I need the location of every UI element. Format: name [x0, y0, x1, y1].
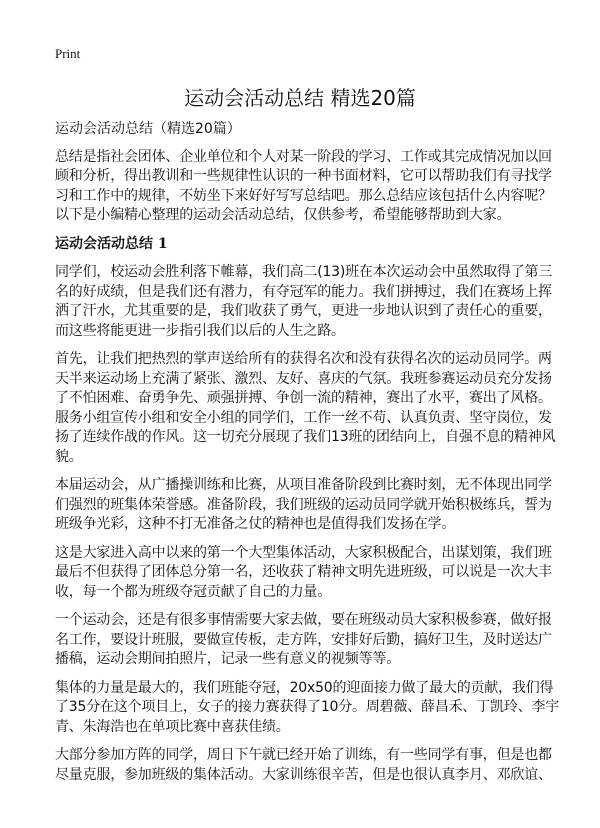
body-paragraph: [55, 746, 555, 785]
text-line: 收，每一个都为班级夺冠贡献了自己的力量。: [55, 583, 331, 600]
text-line: 服务小组宣传小组和安全小组的同学们，工作一丝不苟、认真负责、坚守岗位，发: [55, 409, 552, 426]
print-link[interactable]: Print: [55, 46, 81, 61]
text-line: 顾和分析，得出教训和一些规律性认识的一种书面材料，它可以帮助我们有寻找学: [55, 168, 552, 184]
text-line: 班级争光彩，这种不打无准备之仗的精神也是值得我们发扬在学。: [55, 516, 456, 532]
document-body: [55, 120, 560, 794]
text-line: 名的好成绩，但是我们还有潜力，有夺冠军的能力。我们拼搏过，我们在赛场上挥: [55, 283, 552, 300]
text-line: 以下是小编精心整理的运动会活动总结，仅供参考，希望能够帮助到大家。: [55, 207, 511, 223]
text-line: 了35分在这个项目上，女子的接力赛获得了10分。周碧薇、薛昌禾、丁凯玲、李宇: [55, 699, 560, 715]
body-paragraph: [55, 263, 555, 341]
body-paragraph: [55, 611, 555, 670]
body-paragraph: [55, 544, 555, 603]
text-line: 貌。: [55, 448, 83, 465]
text-line: 尽量克服，参加班级的集体活动。大家训练很辛苦，但是也很认真李月、邓欣谊、: [55, 766, 552, 783]
body-paragraph: [55, 350, 555, 467]
text-line: 播稿，运动会期间拍照片，记录一些有意义的视频等等。: [55, 651, 400, 667]
text-line: 习和工作中的规律，不妨坐下来好好写写总结吧。那么总结应该包括什么内容呢？: [55, 187, 552, 204]
document-title: 运动会活动总结 精选20篇: [184, 86, 416, 110]
text-line: 总结是指社会团体、企业单位和个人对某一阶段的学习、工作或其完成情况加以回: [55, 148, 552, 165]
text-line: 了不怕困难、奋勇争先、顽强拼搏、争创一流的精神，赛出了水平，赛出了风格。: [55, 390, 552, 406]
text-line: 同学们，校运动会胜利落下帷幕，我们高二(13)班在本次运动会中虽然取得了第三: [55, 264, 553, 280]
text-line: 青、朱海浩也在单项比赛中喜获佳绩。: [55, 718, 290, 735]
text-line: 扬了连续作战的作风。这一切充分展现了我们13班的团结向上，自强不息的精神风: [55, 429, 556, 445]
text-line: 名工作，要设计班服，要做宣传板，走方阵，安排好后勤，搞好卫生，及时送达广: [55, 631, 552, 648]
text-line: 本届运动会，从广播操训练和比赛，从项目准备阶段到比赛时刻，无不体现出同学: [55, 477, 552, 493]
intro-paragraph: [55, 148, 555, 226]
text-line: 天半来运动场上充满了紧张、激烈、友好、喜庆的气氛。我班参赛运动员充分发扬: [55, 370, 552, 387]
text-line: 而这些将能更进一步指引我们以后的人生之路。: [55, 322, 345, 339]
text-line: 首先，让我们把热烈的掌声送给所有的获得名次和没有获得名次的运动员同学。两: [55, 351, 552, 367]
text-line: 最后不但获得了团体总分第一名，还收获了精神文明先进班级，可以说是一次大丰: [55, 564, 552, 580]
body-paragraph: [55, 476, 555, 535]
document-subtitle: 运动会活动总结（精选20篇）: [55, 121, 241, 137]
text-line: 集体的力量是最大的，我们班能夺冠，20x50的迎面接力做了最大的贡献，我们得: [55, 679, 554, 696]
text-line: 们强烈的班集体荣誉感。准备阶段，我们班级的运动员同学就开始积极练兵，誓为: [55, 496, 552, 513]
text-line: 一个运动会，还是有很多事情需要大家去做，要在班级动员大家积极参赛，做好报: [55, 612, 552, 628]
text-line: 洒了汗水，尤其重要的是，我们收获了勇气，更进一步地认识到了责任心的重要，: [55, 303, 552, 319]
text-line: 这是大家进入高中以来的第一个大型集体活动，大家积极配合，出谋划策，我们班: [55, 544, 552, 561]
section-paragraphs: [55, 263, 560, 785]
text-line: 大部分参加方阵的同学，周日下午就已经开始了训练，有一些同学有事，但是也都: [55, 747, 552, 763]
body-paragraph: [55, 679, 560, 738]
section-heading: 运动会活动总结 1: [55, 235, 168, 252]
